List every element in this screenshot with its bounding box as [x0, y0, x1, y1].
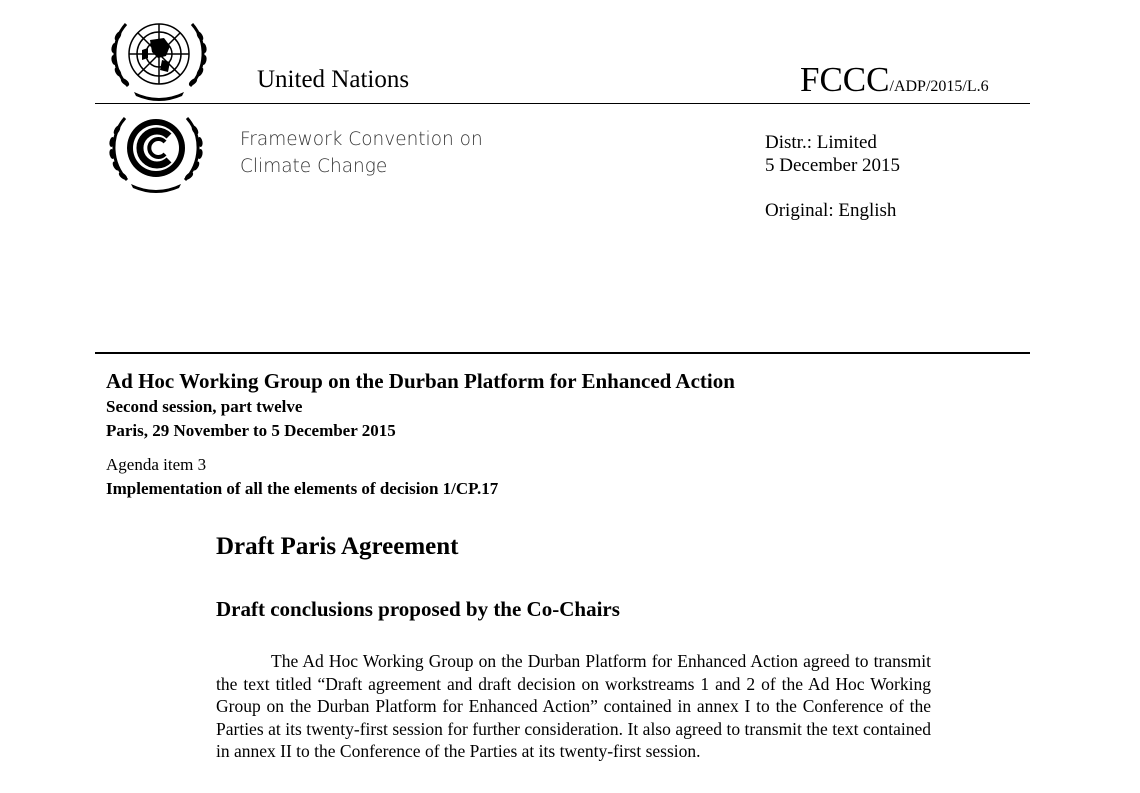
meeting-place-dates: Paris, 29 November to 5 December 2015 [106, 421, 396, 440]
document-subtitle: Draft conclusions proposed by the Co-Chairs [216, 597, 620, 621]
convention-line-1: Framework Convention on [240, 129, 483, 150]
header-divider [95, 103, 1030, 104]
organization-name: United Nations [257, 66, 410, 93]
document-date: 5 December 2015 [765, 155, 901, 176]
convention-line-2: Climate Change [240, 156, 388, 177]
section-divider [95, 352, 1030, 354]
original-language: Original: English [765, 200, 897, 221]
convention-name [240, 126, 483, 180]
distribution-block [765, 131, 900, 177]
document-symbol-main: FCCC [800, 60, 890, 99]
meeting-session: Second session, part twelve [106, 397, 303, 416]
unfccc-emblem-icon [103, 108, 209, 196]
distribution-status: Distr.: Limited [765, 132, 877, 153]
un-emblem-icon [104, 12, 214, 104]
body-paragraph: The Ad Hoc Working Group on the Durban Platform for Enhanced Action agreed to transmit the text titled “Draft agreement and draft decision on workstreams 1 and 2 of the Ad Hoc Working Group on the Durban Platform for Enhanced Action” contained in annex I to the Conference of the Parties at its twenty-first session for further consideration. It also agreed to transmit the text contained in annex II to the Conference of the Parties at its twenty-first session. [216, 651, 931, 761]
agenda-item-title: Implementation of all the elements of decision 1/CP.17 [106, 479, 499, 498]
meeting-body: Ad Hoc Working Group on the Durban Platform for Enhanced Action [106, 369, 735, 393]
agenda-item-label: Agenda item 3 [106, 455, 207, 474]
document-symbol [800, 60, 989, 100]
body-paragraph-block [216, 650, 931, 763]
document-symbol-suffix: /ADP/2015/L.6 [889, 78, 989, 95]
document-title: Draft Paris Agreement [216, 533, 459, 560]
